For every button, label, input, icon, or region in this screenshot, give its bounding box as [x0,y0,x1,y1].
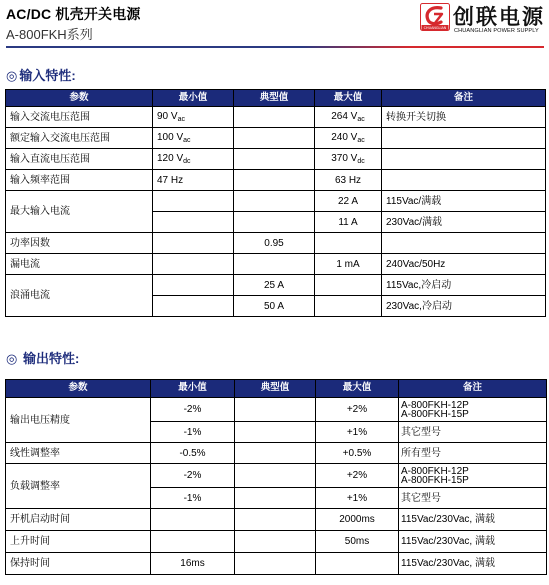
header-divider [6,46,544,48]
col-header-max: 最大值 [316,380,399,398]
table-row: 开机启动时间 2000ms 115Vac/230Vac, 满载 [6,509,547,531]
brand-logo [420,2,546,40]
table-row: 额定输入交流电压范围 100 $V_{ac}$ 240 $V_{ac}$ [6,128,546,149]
brand-name-en: CHUANGLIAN POWER SUPPLY [454,28,539,34]
col-header-min: 最小值 [151,380,235,398]
table-row: -1% +1% 其它型号 [6,488,547,509]
document-title: AC/DC 机壳开关电源 [6,6,141,22]
col-header-note: 备注 [382,90,546,107]
table-row: 线性调整率 -0.5% +0.5% 所有型号 [6,443,547,464]
table-row: 上升时间 50ms 115Vac/230Vac, 满载 [6,531,547,553]
table-row: -1% +1% 其它型号 [6,422,547,443]
page-header [0,0,549,46]
col-header-max: 最大值 [315,90,382,107]
output-spec-table [5,379,547,575]
table-row: 50 A 230Vac,冷启动 [6,296,546,317]
output-section-title: ◎ 输出特性: [6,351,80,366]
document-subtitle: A-800FKH系列 [6,27,93,42]
table-row: 功率因数 0.95 [6,233,546,254]
table-row: 负载调整率 -2% +2% A-800FKH-12P A-800FKH-15P [6,464,547,488]
table-row: 11 A 230Vac/满载 [6,212,546,233]
col-header-min: 最小值 [153,90,234,107]
table-row: 输入频率范围 47 Hz 63 Hz [6,170,546,191]
table-row: 最大输入电流 22 A 115Vac/满载 [6,191,546,212]
brand-name-cn: 创联电源 [453,6,545,29]
input-spec-table [5,89,546,317]
table-row: 输入交流电压范围 90 $V_{ac}$ 264 $V_{ac}$ 转换开关切换 [6,107,546,128]
circle-bullet-icon: ◎ [6,351,18,366]
col-header-param: 参数 [6,380,151,398]
table-row: 输入直流电压范围 120 $V_{dc}$ 370 $V_{dc}$ [6,149,546,170]
table-row: 漏电流 1 mA 240Vac/50Hz [6,254,546,275]
col-header-param: 参数 [6,90,153,107]
input-section-title: ◎ 输入特性: [6,68,76,83]
table-row: 保持时间 16ms 115Vac/230Vac, 满载 [6,553,547,575]
circle-bullet-icon: ◎ [6,68,18,83]
table-row: 浪涌电流 25 A 115Vac,冷启动 [6,275,546,296]
col-header-typ: 典型值 [235,380,316,398]
col-header-note: 备注 [399,380,547,398]
table-row: 输出电压精度 -2% +2% A-800FKH-12P A-800FKH-15P [6,398,547,422]
svg-text:CHUANGLIAN: CHUANGLIAN [423,26,447,30]
brand-logo-icon [420,3,450,31]
table-header-row [6,380,547,398]
table-header-row [6,90,546,107]
col-header-typ: 典型值 [234,90,315,107]
